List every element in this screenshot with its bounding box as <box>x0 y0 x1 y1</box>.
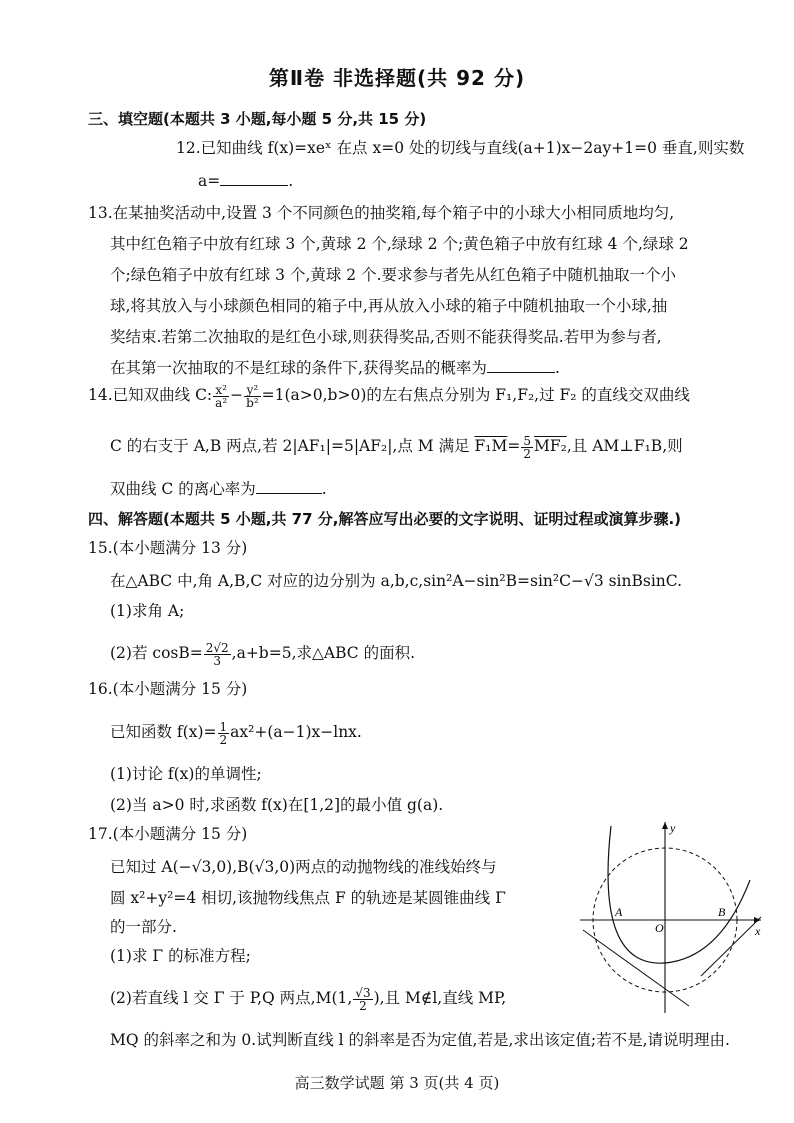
q14-frac-x-num: x² <box>213 384 229 397</box>
q17-figure <box>575 818 765 1018</box>
page-title: 第Ⅱ卷 非选择题(共 92 分) <box>268 66 526 90</box>
q16-part-2: (2)当 a>0 时,求函数 f(x)在[1,2]的最小值 g(a). <box>110 796 444 814</box>
q17-part-2-a: (2)若直线 l 交 Γ 于 P,Q 两点,M(1, <box>110 989 353 1007</box>
tangent-line-left <box>583 930 689 1006</box>
q17-line-3: 的一部分. <box>110 918 177 936</box>
q14-text-b: =1(a>0,b>0)的左右焦点分别为 F₁,F₂,过 F₂ 的直线交双曲线 <box>261 386 690 404</box>
q17-line-2: 圆 x²+y²=4 相切,该抛物线焦点 F 的轨迹是某圆锥曲线 Γ <box>110 889 506 907</box>
q14-equals: = <box>507 437 521 455</box>
q14-vector-f1m: F₁M <box>474 437 508 455</box>
q15-part-2-a: (2)若 cosB= <box>110 644 203 662</box>
q17-part-2-b: ),且 M∉l,直线 MP, <box>373 989 507 1007</box>
q12-var-a: a= <box>198 172 221 190</box>
q13-period: . <box>554 359 560 377</box>
q16-fraction <box>218 721 230 746</box>
q12-period: . <box>288 172 294 190</box>
q17-frac-den: 2 <box>359 998 367 1013</box>
q12-line-1: 12.已知曲线 f(x)=xeˣ 在点 x=0 处的切线与直线(a+1)x−2ay+1=0 垂直,则实数 <box>176 139 745 157</box>
q17-line-6: MQ 的斜率之和为 0.试判断直线 l 的斜率是否为定值,若是,求出该定值;若不是,请说明理由. <box>110 1031 730 1049</box>
q15-heading: 15.(本小题满分 13 分) <box>88 539 248 557</box>
tangent-line-right <box>701 917 761 976</box>
q13-line-6-text: 在其第一次抽取的不是红球的条件下,获得奖品的概率为 <box>110 359 487 377</box>
q14-fraction-5-2 <box>521 435 533 460</box>
q16-heading: 16.(本小题满分 15 分) <box>88 680 248 698</box>
q14-vector-mf2: MF₂ <box>534 437 567 455</box>
q14-text-d: ,且 AM⊥F₁B,则 <box>566 437 683 455</box>
q17-part-1: (1)求 Γ 的标准方程; <box>110 947 251 965</box>
q14-period: . <box>321 480 327 498</box>
q14-text-e: 双曲线 C 的离心率为 <box>110 480 256 498</box>
q16-frac-num: 1 <box>219 719 228 734</box>
q12-line-2 <box>198 169 293 192</box>
section-answer-heading: 四、解答题(本题共 5 小题,共 77 分,解答应写出必要的文字说明、证明过程或演算步骤.) <box>88 510 682 528</box>
q17-frac-num: √3 <box>355 985 371 1000</box>
q13-line-3: 个;绿色箱子中放有红球 3 个,黄球 2 个.要求参与者先从红色箱子中随机抽取一个小 <box>110 266 677 284</box>
label-origin: O <box>655 921 664 935</box>
q16-stem <box>110 720 362 746</box>
q16-frac-den: 2 <box>219 732 228 747</box>
page-footer: 高三数学试题 第 3 页(共 4 页) <box>294 1074 500 1092</box>
q15-part-2-b: ,a+b=5,求△ABC 的面积. <box>231 644 416 662</box>
q14-frac-num: 5 <box>523 433 531 448</box>
q15-part-1: (1)求角 A; <box>110 602 185 620</box>
q14-text-c: C 的右支于 A,B 两点,若 2|AF₁|=5|AF₂|,点 M 满足 <box>110 437 475 455</box>
q14-fraction-y <box>244 384 261 409</box>
q13-line-1: 13.在某抽奖活动中,设置 3 个不同颜色的抽奖箱,每个箱子中的小球大小相同质地均匀, <box>88 204 675 222</box>
label-y: y <box>670 821 676 835</box>
q16-stem-a: 已知函数 f(x)= <box>110 723 217 741</box>
q15-frac-num: 2√2 <box>205 640 229 655</box>
section-fill-blank-heading: 三、填空题(本题共 3 小题,每小题 5 分,共 15 分) <box>88 110 427 128</box>
q15-part-2 <box>110 641 415 667</box>
q14-answer-blank <box>256 477 322 494</box>
moving-parabola <box>608 826 750 963</box>
q13-line-5: 奖结束.若第二次抽取的是红色小球,则获得奖品,否则不能获得奖品.若甲为参与者, <box>110 328 662 346</box>
q14-frac-den: 2 <box>523 446 531 461</box>
y-axis-arrow <box>662 822 668 829</box>
q15-frac-den: 3 <box>213 653 222 668</box>
q13-line-4: 球,将其放入与小球颜色相同的箱子中,再从放入小球的箱子中随机抽取一个小球,抽 <box>110 297 668 315</box>
q14-fraction-x <box>213 384 229 409</box>
q17-part-2 <box>110 986 506 1012</box>
q14-frac-x-den: a² <box>215 395 228 410</box>
q14-frac-y-num: y² <box>244 384 261 397</box>
q14-text-a: 14.已知双曲线 C: <box>88 386 213 404</box>
q14-frac-y-den: b² <box>246 395 259 410</box>
q15-stem: 在△ABC 中,角 A,B,C 对应的边分别为 a,b,c,sin²A−sin²B=sin²C−√3 sinBsinC. <box>110 572 683 590</box>
q17-heading: 17.(本小题满分 15 分) <box>88 825 248 843</box>
q16-stem-b: ax²+(a−1)x−lnx. <box>230 723 362 741</box>
label-point-a: A <box>615 905 623 919</box>
q14-minus: − <box>230 386 244 404</box>
q13-line-6 <box>110 356 560 378</box>
q13-answer-blank <box>487 356 555 373</box>
q17-line-1: 已知过 A(−√3,0),B(√3,0)两点的动抛物线的准线始终与 <box>110 858 497 876</box>
q14-line-3 <box>110 477 327 499</box>
label-x: x <box>755 924 761 938</box>
q12-answer-blank <box>220 169 288 186</box>
q14-line-1 <box>88 383 690 409</box>
q16-part-1: (1)讨论 f(x)的单调性; <box>110 765 262 783</box>
q15-fraction <box>204 642 231 667</box>
q14-line-2 <box>110 434 683 460</box>
q17-fraction <box>353 987 372 1012</box>
q13-line-2: 其中红色箱子中放有红球 3 个,黄球 2 个,绿球 2 个;黄色箱子中放有红球 4 个,绿球 2 <box>110 235 689 253</box>
label-point-b: B <box>718 905 726 919</box>
